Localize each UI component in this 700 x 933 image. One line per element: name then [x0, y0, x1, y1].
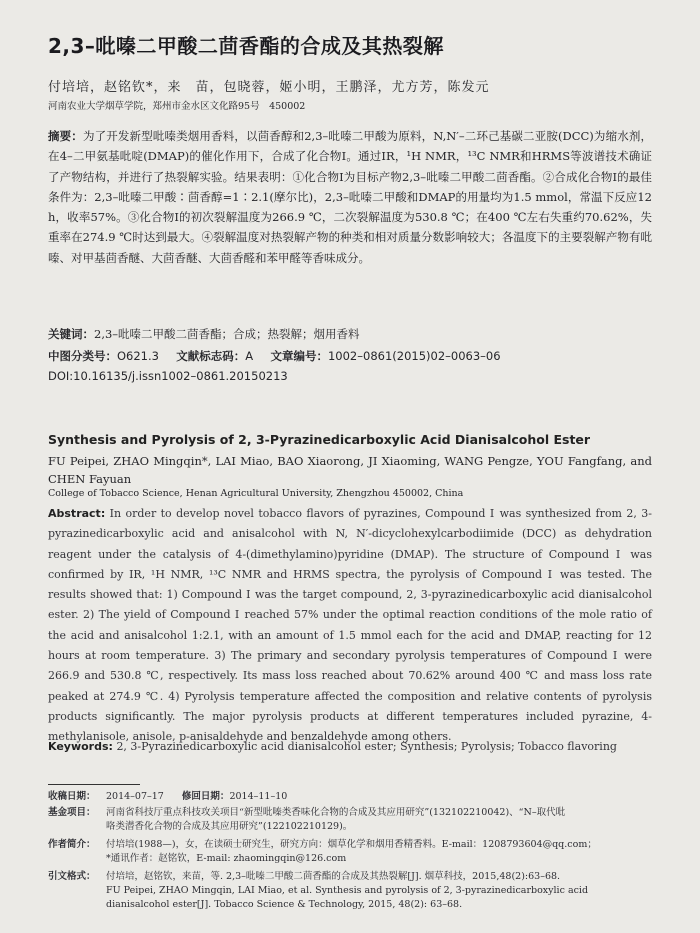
author-note — [48, 838, 668, 866]
chinese-keywords — [48, 326, 652, 342]
footnote-divider — [48, 784, 140, 785]
revised-label: 修回日期： — [181, 791, 230, 802]
author-label: 作者简介： — [48, 839, 96, 850]
chinese-abstract-label: 摘要： — [48, 129, 83, 143]
citation-line-1: 付培培，赵铭钦，来苗，等. 2,3–吡嗪二甲酸二茴香酯的合成及其热裂解[J]. 烟草科技，2015,48(2):63–68. — [106, 871, 561, 882]
fund-note — [48, 806, 668, 834]
chinese-authors: 付培培，赵铭钦*，来 苗，包晓蓉，姬小明，王鹏泽，尤方芳，陈发元 — [48, 80, 490, 95]
english-affiliation: College of Tobacco Science, Henan Agricultural University, Zhengzhou 450002, China — [48, 488, 464, 499]
author-line-1: 付培培(1988—)，女，在读硕士研究生，研究方向：烟草化学和烟用香精香料。E-mail：1208793604@qq.com； — [106, 839, 597, 850]
received-label: 收稿日期： — [48, 791, 96, 802]
english-title: Synthesis and Pyrolysis of 2, 3-Pyrazinedicarboxylic Acid Dianisalcohol Ester — [48, 432, 591, 447]
chinese-abstract-text: 为了开发新型吡嗪类烟用香料，以茴香醇和2,3–吡嗪二甲酸为原料，N,N′–二环己基碳二亚胺(DCC)为缩水剂，在4–二甲氨基吡啶(DMAP)的催化作用下，合成了化合物Ⅰ。通过IR，¹H NMR，¹³C NMR和HRMS等波谱技术确证了产物结构，并进行了热裂解实验。结果表明：①化合物Ⅰ为目标产物2,3–吡嗪二甲酸二茴香酯。②合成化合物Ⅰ的最佳条件为：2,3–吡嗪二甲酸∶茴香醇=1∶2.1(摩尔比)，2,3–吡嗪二甲酸和DMAP的用量均为1.5 mmol，常温下反应12 h，收率57%。③化合物Ⅰ的初次裂解温度为266.9 ℃，二次裂解温度为530.8 ℃；在400 ℃左右失重约70.62%，失重率在274.9 ℃时达到最大。④裂解温度对热裂解产物的种类和相对质量分数影响较大；各温度下的主要裂解产物有吡嗪、对甲基茴香醚、大茴香醚、大茴香醛和苯甲醛等香味成分。 — [48, 129, 653, 265]
author-line-2: *通讯作者：赵铭钦，E-mail: zhaomingqin@126.com — [106, 853, 347, 864]
chinese-abstract — [48, 126, 652, 268]
doccode-value: A — [245, 349, 254, 363]
citation-line-3: dianisalcohol ester[J]. Tobacco Science & Technology, 2015, 48(2): 63–68. — [106, 899, 463, 910]
english-abstract-text: In order to develop novel tobacco flavors of pyrazines, Compound Ⅰ was synthesized from 2, 3-pyrazinedicarboxylic acid and anisalcohol with N, N′-dicyclohexylcarbodiimide (DCC) as dehydration reagent under the catalysis of 4-(dimethylamino)pyridine (DMAP). The structure of Compound Ⅰ was confirmed by IR, ¹H NMR, ¹³C NMR and HRMS spectra, the pyrolysis of Compound Ⅰ was tested. The results showed that: 1) Compound Ⅰ was the target compound, 2, 3-pyrazinedicarboxylic acid dianisalcohol ester. 2) The yield of Compound Ⅰ reached 57% under the optimal reaction conditions of the mole ratio of the acid and anisalcohol 1:2.1, with an amount of 1.5 mmol each for the acid and DMAP, reacting for 12 hours at room temperature. 3) The primary and secondary pyrolysis temperatures of Compound Ⅰ were 266.9 and 530.8 ℃, respectively. Its mass loss reached about 70.62% around 400 ℃ and mass loss rate peaked at 274.9 ℃. 4) Pyrolysis temperature affected the composition and relative contents of pyrolysis products significantly. The major pyrolysis products at different temperatures included pyrazine, 4-methylanisole, anisole, p-anisaldehyde and benzaldehyde among others. — [48, 507, 652, 744]
doi-line: DOI:10.16135/j.issn1002–0861.20150213 — [48, 369, 288, 383]
chinese-title: 2,3–吡嗪二甲酸二茴香酯的合成及其热裂解 — [48, 34, 444, 58]
doccode-label: 文献标志码： — [176, 349, 246, 363]
english-abstract — [48, 504, 652, 748]
english-authors: FU Peipei, ZHAO Mingqin*, LAI Miao, BAO Xiaorong, JI Xiaoming, WANG Pengze, YOU Fangfang, and CHEN Fayuan — [48, 454, 652, 486]
english-abstract-label: Abstract: — [48, 507, 106, 520]
fund-line-2: 咯类潜香化合物的合成及其应用研究”(122102210129)。 — [106, 821, 353, 832]
received-dates — [48, 790, 668, 804]
articleno-label: 文章编号： — [270, 349, 328, 363]
clc-value: O621.3 — [117, 349, 159, 363]
citation-label: 引文格式： — [48, 871, 96, 882]
articleno-value: 1002–0861(2015)02–0063–06 — [327, 349, 501, 363]
citation-line-2: FU Peipei, ZHAO Mingqin, LAI Miao, et al. Synthesis and pyrolysis of 2, 3-pyrazinedicarboxylic acid — [106, 885, 589, 896]
chinese-keywords-text: 2,3–吡嗪二甲酸二茴香酯；合成；热裂解；烟用香料 — [94, 327, 360, 341]
received-date: 2014–07–17 — [106, 791, 164, 802]
english-keywords — [48, 737, 652, 757]
clc-label: 中图分类号： — [48, 349, 117, 363]
chinese-affiliation: 河南农业大学烟草学院，郑州市金水区文化路95号 450002 — [48, 101, 306, 112]
chinese-keywords-label: 关键词： — [48, 327, 94, 341]
fund-label: 基金项目： — [48, 807, 96, 818]
english-keywords-label: Keywords: — [48, 740, 113, 753]
citation-note — [48, 870, 668, 912]
classification-line — [48, 348, 652, 364]
revised-date: 2014–11–10 — [229, 791, 288, 802]
fund-line-1: 河南省科技厅重点科技攻关项目“新型吡嗪类香味化合物的合成及其应用研究”(132102210042)、“N–取代吡 — [106, 807, 566, 818]
english-keywords-text: 2, 3-Pyrazinedicarboxylic acid dianisalcohol ester; Synthesis; Pyrolysis; Tobacco flavoring — [116, 740, 617, 753]
